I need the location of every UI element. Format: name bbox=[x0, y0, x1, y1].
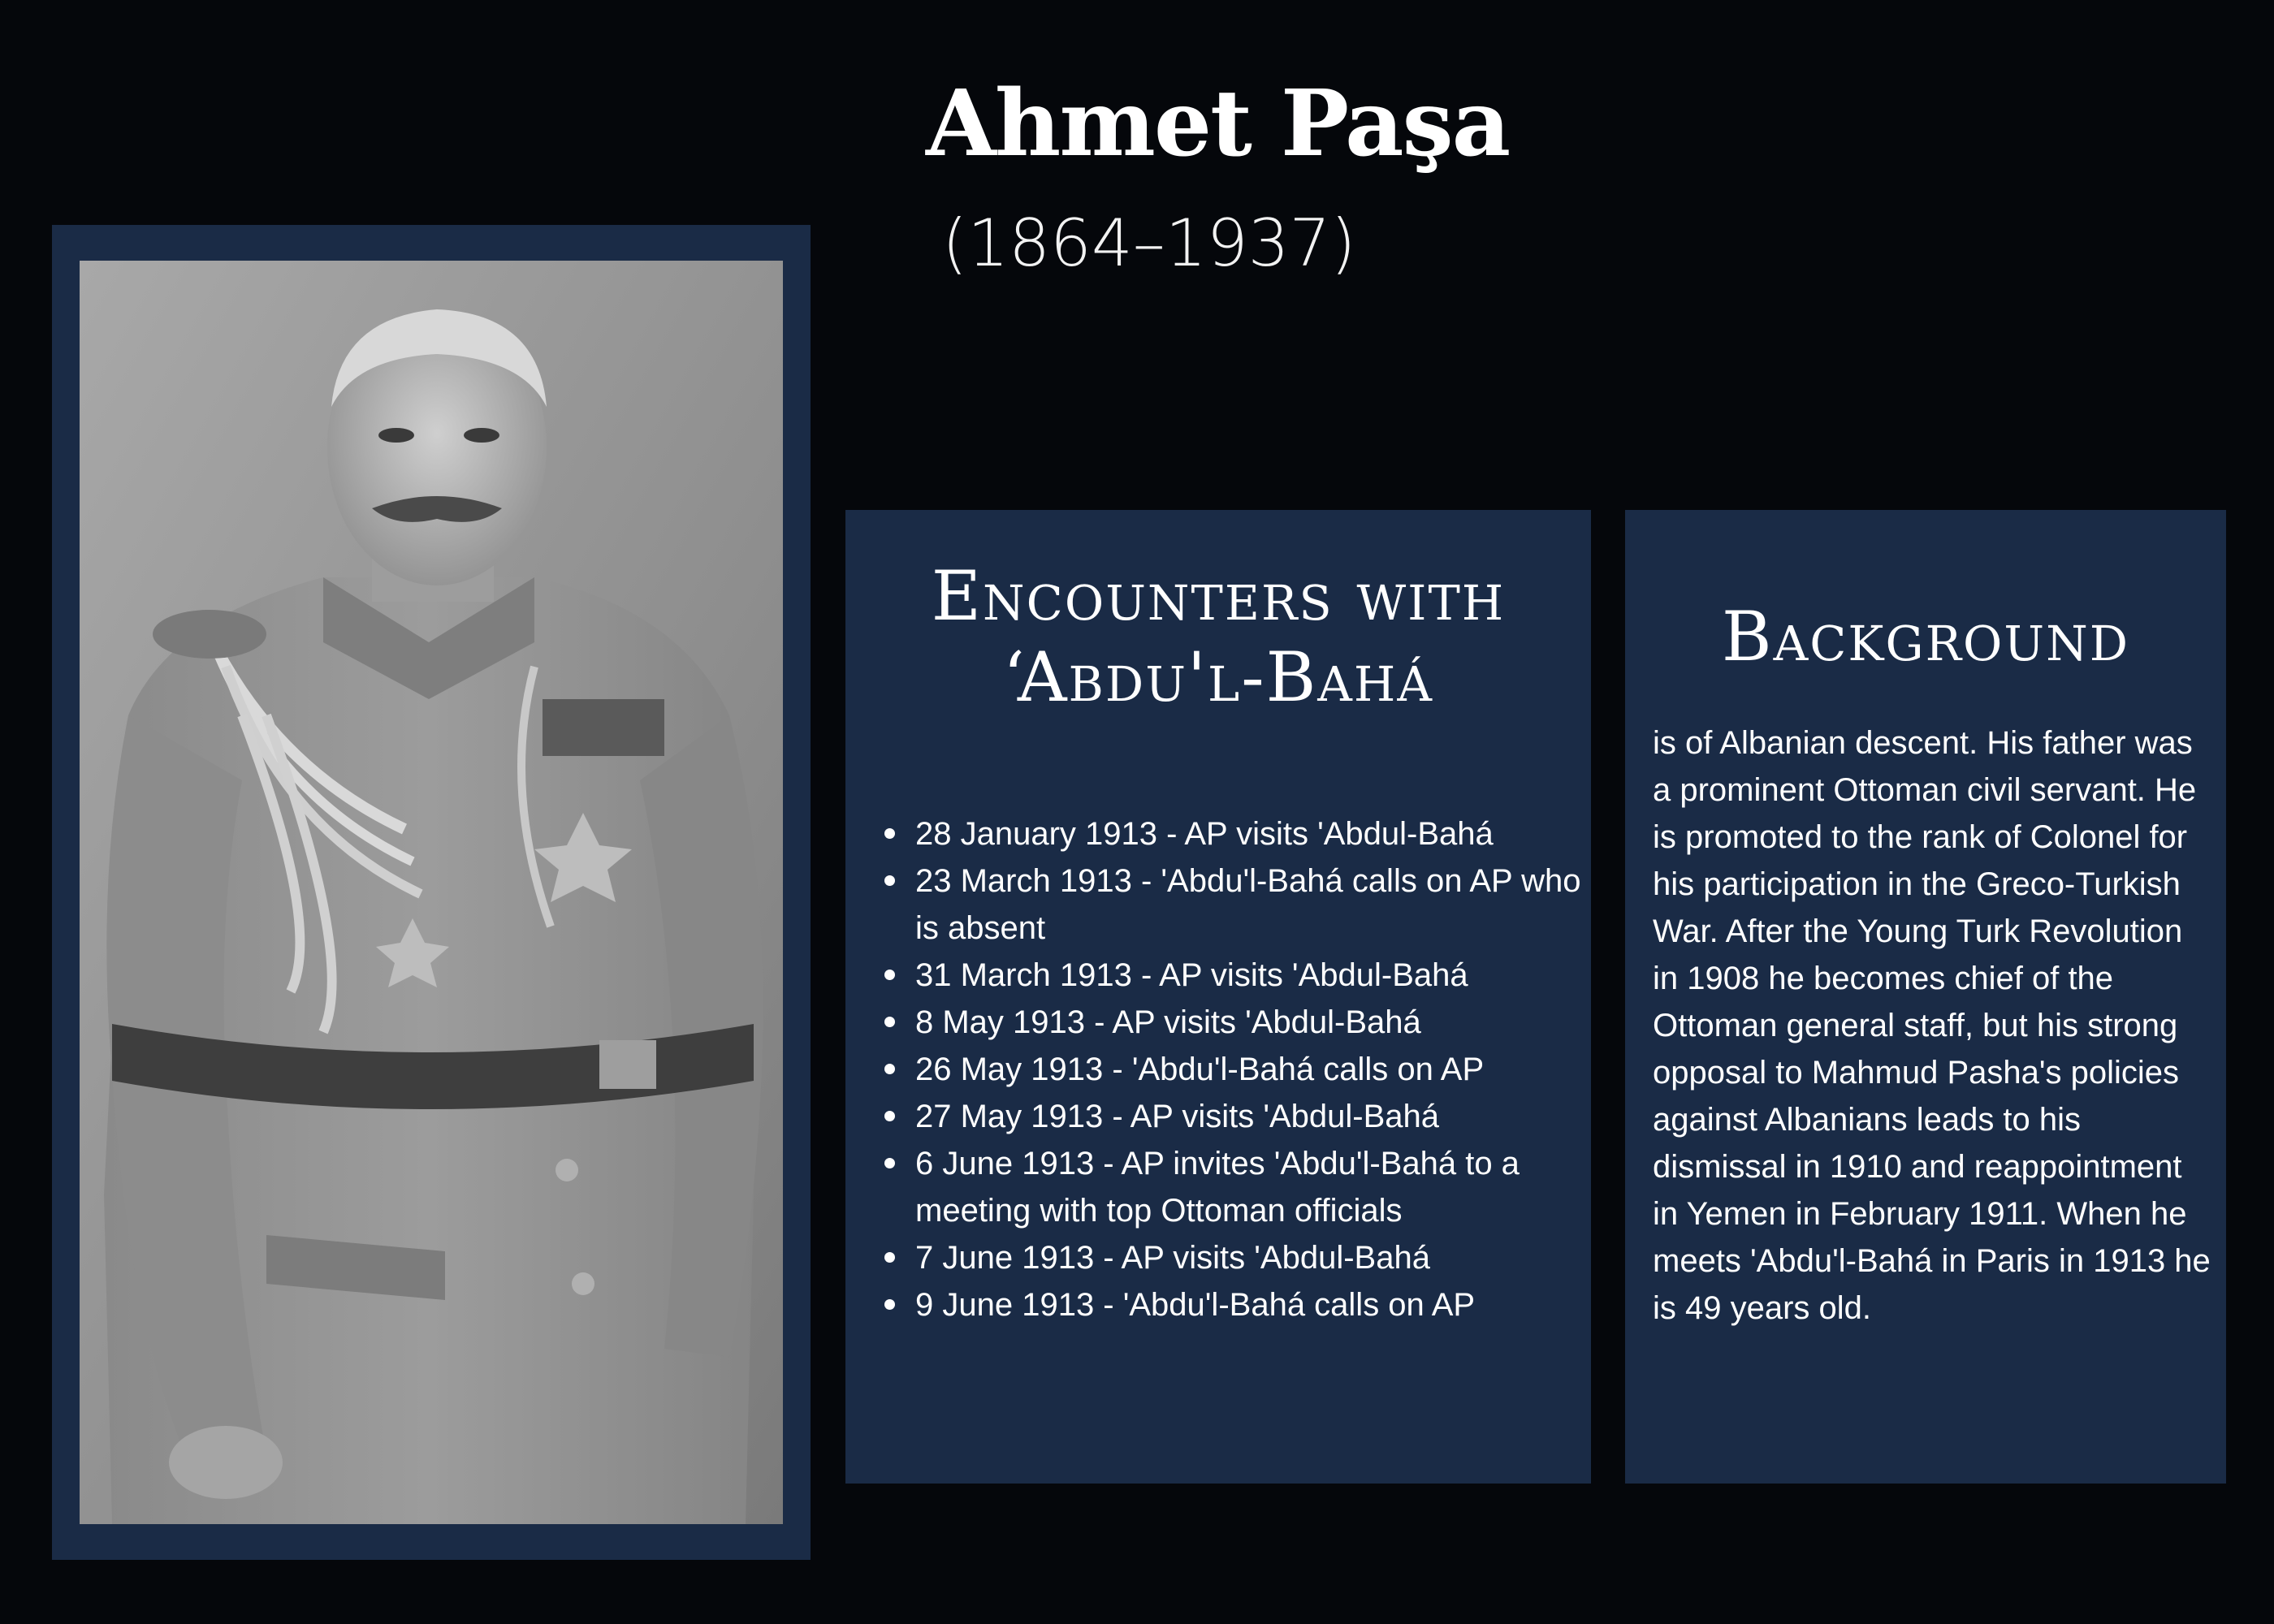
encounter-item: 26 May 1913 - 'Abdu'l-Bahá calls on AP bbox=[915, 1046, 1589, 1093]
encounter-item: 27 May 1913 - AP visits 'Abdul-Bahá bbox=[915, 1093, 1589, 1140]
encounter-item: 9 June 1913 - 'Abdu'l-Bahá calls on AP bbox=[915, 1281, 1589, 1328]
encounter-item: 23 March 1913 - 'Abdu'l-Bahá calls on AP who is absent bbox=[915, 857, 1589, 952]
encounter-item: 8 May 1913 - AP visits 'Abdul-Bahá bbox=[915, 999, 1589, 1046]
encounter-item: 6 June 1913 - AP invites 'Abdu'l-Bahá to a meeting with top Ottoman officials bbox=[915, 1140, 1589, 1234]
encounters-list bbox=[915, 810, 1589, 1328]
portrait-photo bbox=[80, 261, 783, 1524]
encounters-heading-line1: Encounters with bbox=[931, 556, 1506, 636]
encounter-item: 31 March 1913 - AP visits 'Abdul-Bahá bbox=[915, 952, 1589, 999]
encounters-heading bbox=[845, 555, 1591, 718]
life-years: (1864–1937) bbox=[942, 205, 1356, 281]
page-title: Ahmet Paşa bbox=[926, 71, 1510, 177]
encounter-item: 28 January 1913 - AP visits 'Abdul-Bahá bbox=[915, 810, 1589, 857]
portrait-illustration bbox=[80, 261, 783, 1524]
background-text: is of Albanian descent. His father was a prominent Ottoman civil servant. He is promoted to the rank of Colonel for his participation in the Greco-Turkish War. After the Young Turk Revolution in 1908 he becomes chief of the Ottoman general staff, but his strong opposal to Mahmud Pasha's policies against Albanians leads to his dismissal in 1910 and reappointment in Yemen in February 1911. When he meets 'Abdu'l-Bahá in Paris in 1913 he is 49 years old. bbox=[1653, 725, 2211, 1326]
portrait-frame bbox=[52, 225, 811, 1560]
encounter-item: 7 June 1913 - AP visits 'Abdul-Bahá bbox=[915, 1234, 1589, 1281]
encounters-panel bbox=[845, 510, 1591, 1484]
encounters-heading-line2: ‘Abdu'l-Bahá bbox=[1003, 637, 1433, 717]
background-heading: Background bbox=[1721, 597, 2130, 676]
background-panel bbox=[1625, 510, 2226, 1484]
